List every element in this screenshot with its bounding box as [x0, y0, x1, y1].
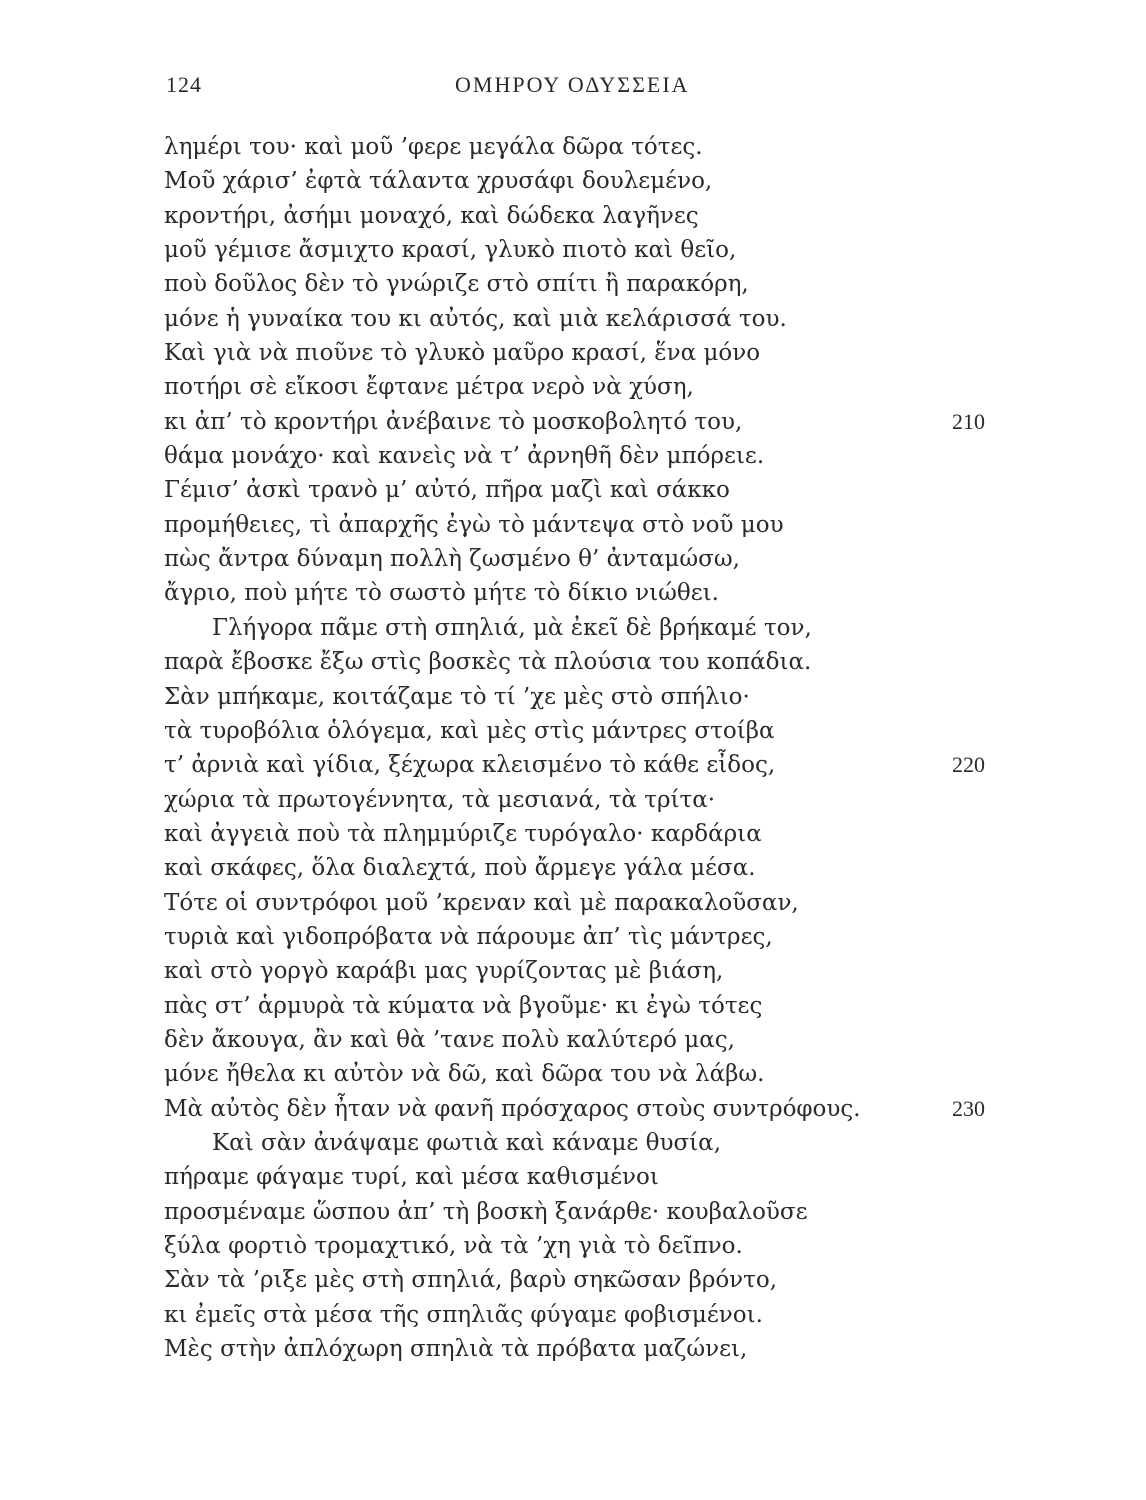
verse-line	[164, 302, 1064, 336]
verse-text: Μοῦ χάρισ’ ἐφτὰ τάλαντα χρυσάφι δουλεμένο,	[164, 168, 713, 195]
verse-line	[164, 954, 1064, 988]
page-number: 124	[166, 72, 202, 97]
verse-text: Σὰν μπήκαμε, κοιτάζαμε τὸ τί ’χε μὲς στὸ σπήλιο·	[164, 683, 750, 710]
verse-line	[164, 1332, 1064, 1366]
verse-line	[164, 1195, 1064, 1229]
verse-text: καὶ ἀγγειὰ ποὺ τὰ πλημμύριζε τυρόγαλο· καρδάρια	[164, 820, 762, 847]
verse-text: μόνε ἡ γυναίκα του κι αὐτός, καὶ μιὰ κελάρισσά του.	[164, 305, 787, 332]
verse-line	[164, 542, 1064, 576]
verse-line	[164, 1057, 1064, 1091]
verse-text: δὲν ἄκουγα, ἂν καὶ θὰ ’τανε πολὺ καλύτερό μας,	[164, 1026, 735, 1053]
verse-line	[164, 645, 1064, 679]
verse-line	[164, 1229, 1064, 1263]
verse-line	[164, 199, 1064, 233]
verse-text: θάμα μονάχο· καὶ κανεὶς νὰ τ’ ἀρνηθῆ δὲν μπόρειε.	[164, 443, 765, 470]
verse-line	[164, 164, 1064, 198]
verse-text: Καὶ σὰν ἀνάψαμε φωτιὰ καὶ κάναμε θυσία,	[212, 1129, 722, 1156]
verse-line	[164, 611, 1064, 645]
verse-line	[164, 1160, 1064, 1194]
verse-text: καὶ σκάφες, ὅλα διαλεχτά, ποὺ ἄρμεγε γάλα μέσα.	[164, 855, 756, 882]
verse-text: ξύλα φορτιὸ τρομαχτικό, νὰ τὰ ’χη γιὰ τὸ δεῖπνο.	[164, 1233, 743, 1259]
poem-text	[164, 130, 1064, 1366]
verse-line	[164, 508, 1064, 542]
line-number: 210	[952, 408, 985, 434]
line-number: 230	[952, 1095, 985, 1121]
verse-text: Τότε οἱ συντρόφοι μοῦ ’κρεναν καὶ μὲ παρακαλοῦσαν,	[164, 889, 799, 916]
verse-text: Γέμισ’ ἀσκὶ τρανὸ μ’ αὐτό, πῆρα μαζὶ καὶ σάκκο	[164, 477, 730, 504]
verse-line	[164, 336, 1064, 370]
verse-line	[164, 1092, 1064, 1126]
verse-text: κροντήρι, ἀσήμι μοναχό, καὶ δώδεκα λαγῆνες	[164, 202, 699, 229]
verse-line	[164, 473, 1064, 507]
running-head	[0, 72, 1146, 102]
verse-line	[164, 783, 1064, 817]
verse-line	[164, 748, 1064, 782]
verse-text: κι ἐμεῖς στὰ μέσα τῆς σπηλιᾶς φύγαμε φοβισμένοι.	[164, 1301, 763, 1328]
verse-line	[164, 989, 1064, 1023]
verse-text: προμήθειες, τὶ ἀπαρχῆς ἐγὼ τὸ μάντεψα στὸ νοῦ μου	[164, 511, 784, 538]
verse-line	[164, 886, 1064, 920]
verse-text: κι ἀπ’ τὸ κροντήρι ἀνέβαινε τὸ μοσκοβολητό του,	[164, 408, 743, 435]
verse-text: πήραμε φάγαμε τυρί, καὶ μέσα καθισμένοι	[164, 1164, 659, 1191]
verse-line	[164, 405, 1064, 439]
verse-line	[164, 851, 1064, 885]
verse-line	[164, 267, 1064, 301]
verse-text: Καὶ γιὰ νὰ πιοῦνε τὸ γλυκὸ μαῦρο κρασί, ἕνα μόνο	[164, 340, 761, 367]
verse-line	[164, 439, 1064, 473]
verse-line	[164, 920, 1064, 954]
verse-text: λημέρι του· καὶ μοῦ ’φερε μεγάλα δῶρα τότες.	[164, 134, 703, 160]
verse-text: χώρια τὰ πρωτογέννητα, τὰ μεσιανά, τὰ τρίτα·	[164, 786, 716, 813]
verse-text: τ’ ἀρνιὰ καὶ γίδια, ξέχωρα κλεισμένο τὸ κάθε εἶδος,	[164, 752, 776, 779]
verse-line	[164, 817, 1064, 851]
verse-text: πὼς ἄντρα δύναμη πολλὴ ζωσμένο θ’ ἀνταμώσω,	[164, 546, 740, 573]
verse-text: ποτήρι σὲ εἴκοσι ἔφτανε μέτρα νερὸ νὰ χύση,	[164, 374, 694, 401]
verse-line	[164, 1126, 1064, 1160]
verse-text: Μὲς στὴν ἀπλόχωρη σπηλιὰ τὰ πρόβατα μαζώνει,	[164, 1336, 748, 1363]
verse-line	[164, 1263, 1064, 1297]
verse-line	[164, 370, 1064, 404]
verse-line	[164, 1023, 1064, 1057]
verse-text: πὰς στ’ ἁρμυρὰ τὰ κύματα νὰ βγοῦμε· κι ἐγὼ τότες	[164, 992, 763, 1019]
verse-text: ποὺ δοῦλος δὲν τὸ γνώριζε στὸ σπίτι ἢ παρακόρη,	[164, 271, 749, 298]
verse-text: καὶ στὸ γοργὸ καράβι μας γυρίζοντας μὲ βιάση,	[164, 958, 724, 985]
verse-text: ἄγριο, ποὺ μήτε τὸ σωστὸ μήτε τὸ δίκιο νιώθει.	[164, 580, 719, 607]
verse-text: μόνε ἤθελα κι αὐτὸν νὰ δῶ, καὶ δῶρα του νὰ λάβω.	[164, 1061, 765, 1088]
verse-text: παρὰ ἔβοσκε ἔξω στὶς βοσκὲς τὰ πλούσια του κοπάδια.	[164, 649, 812, 676]
verse-text: Σὰν τὰ ’ριξε μὲς στὴ σπηλιά, βαρὺ σηκῶσαν βρόντο,	[164, 1267, 778, 1294]
verse-text: Γλήγορα πᾶμε στὴ σπηλιά, μὰ ἐκεῖ δὲ βρήκαμέ τον,	[212, 614, 812, 641]
verse-text: προσμέναμε ὥσπου ἀπ’ τὴ βοσκὴ ξανάρθε· κουβαλοῦσε	[164, 1198, 808, 1225]
verse-line	[164, 1298, 1064, 1332]
verse-line	[164, 130, 1064, 164]
verse-text: τυριὰ καὶ γιδοπρόβατα νὰ πάρουμε ἀπ’ τὶς μάντρες,	[164, 923, 773, 950]
verse-text: μοῦ γέμισε ἄσμιχτο κρασί, γλυκὸ πιοτὸ καὶ θεῖο,	[164, 237, 737, 264]
verse-text: τὰ τυροβόλια ὁλόγεμα, καὶ μὲς στὶς μάντρες στοίβα	[164, 717, 775, 744]
verse-line	[164, 680, 1064, 714]
verse-text: Μὰ αὐτὸς δὲν ἦταν νὰ φανῆ πρόσχαρος στοὺς συντρόφους.	[164, 1095, 861, 1122]
verse-line	[164, 576, 1064, 610]
verse-line	[164, 233, 1064, 267]
line-number: 220	[952, 752, 985, 778]
running-title: ΟΜΗΡΟΥ ΟΔΥΣΣΕΙΑ	[455, 72, 690, 97]
verse-line	[164, 714, 1064, 748]
